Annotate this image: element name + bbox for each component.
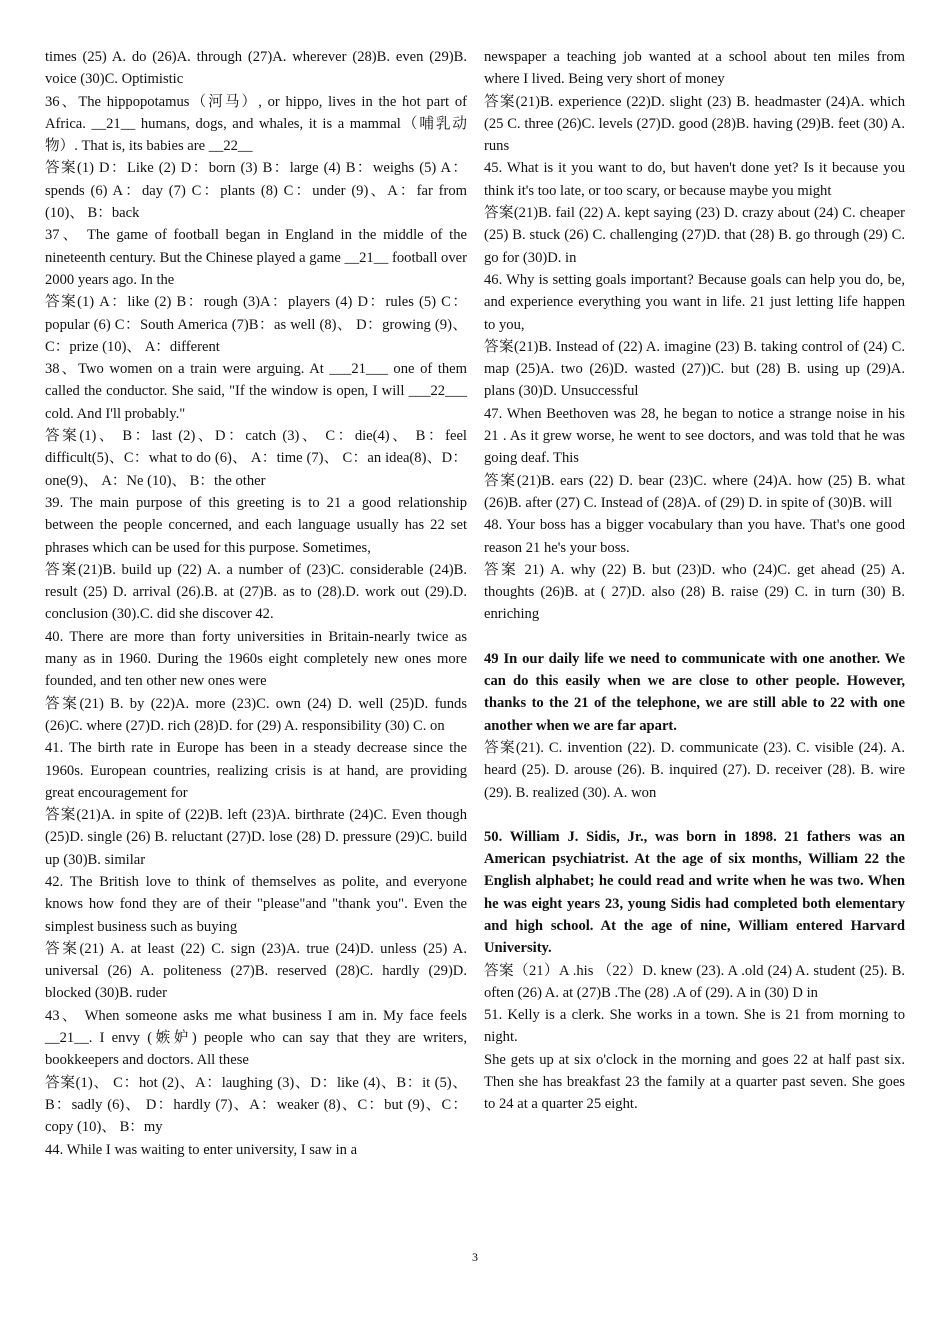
answer-key-paragraph: 答案(1)、 B：last (2)、D：catch (3)、 C：die(4)、 B：feel difficult(5)、C：what to do (6)、 A：time (7)、 C：an idea(8)、D：one(9)、 A：Ne (10)、 B：the other: [45, 428, 467, 489]
answer-key-paragraph: 答案(21)B. Instead of (22) A. imagine (23) B. taking control of (24) C. map (25)A. two (26)D. wasted (27))C. but (28) B. using up (29)A. plans (30)D. Unsuccessful: [484, 338, 905, 400]
answer-key-paragraph: 答案(21) B. by (22)A. more (23)C. own (24) D. well (25)D. funds (26)C. where (27)D. rich (28)D. for (29) A. responsibility (30) C. on: [45, 695, 467, 734]
answer-key-paragraph: 答案 21) A. why (22) B. but (23)D. who (24)C. get ahead (25) A. thoughts (26)B. at ( 27)D. also (28) B. raise (29) C. in turn (30) B. enriching: [484, 561, 905, 623]
question-paragraph: 48. Your boss has a bigger vocabulary than you have. That's one good reason 21 he's your boss.: [484, 517, 905, 556]
question-paragraph: 43、 When someone asks me what business I am in. My face feels __21__. I envy (嫉妒) people who can say that they are writers, bookkeepers and doctors. All these: [45, 1007, 467, 1069]
question-paragraph: 51. Kelly is a clerk. She works in a town. She is 21 from morning to night.: [484, 1007, 905, 1046]
answer-key-paragraph: 答案(21)B. fail (22) A. kept saying (23) D. crazy about (24) C. cheaper (25) B. stuck (26) C. challenging (27)D. that (28) B. go through (29) C. go for (30)D. in: [484, 205, 905, 266]
question-paragraph: 41. The birth rate in Europe has been in a steady decrease since the 1960s. European countries, realizing crisis is at hand, are providing great encouragement for: [45, 740, 467, 801]
question-paragraph: She gets up at six o'clock in the morning and goes 22 at half past six. Then she has breakfast 23 the family at a quarter past seven. She goes to 24 at a quarter 25 eight.: [484, 1051, 905, 1113]
answer-key-paragraph: 答案(21)B. build up (22) A. a number of (23)C. considerable (24)B. result (25) D. arrival (26).B. at (27)B. as to (28).D. work out (29).D. conclusion (30).C. did she discover 42.: [45, 561, 467, 623]
question-paragraph: newspaper a teaching job wanted at a school about ten miles from where I lived. Being very short of money: [484, 49, 905, 88]
question-paragraph: 40. There are more than forty universities in Britain-nearly twice as many as in 1960. During the 1960s eight completely new ones more founded, and ten other new ones were: [45, 628, 467, 690]
answer-key-paragraph: 答案(21)B. ears (22) D. bear (23)C. where (24)A. how (25) B. what (26)B. after (27) C. Instead of (28)A. of (29) D. in spite of (30)B. will: [484, 472, 905, 511]
answer-key-paragraph: 答案(21)A. in spite of (22)B. left (23)A. birthrate (24)C. Even though (25)D. single (26) B. reluctant (27)D. lose (28) D. pressure (29)C. build up (30)B. similar: [45, 807, 467, 868]
question-paragraph: 36、The hippopotamus（河马）, or hippo, lives in the hot part of Africa. __21__ humans, dogs, and whales, it is a mammal（哺乳动物）. That is, its babies are __22__: [45, 93, 467, 155]
answer-key-paragraph: 答案(21). C. invention (22). D. communicate (23). C. visible (24). A. heard (25). D. arouse (26). B. inquired (27). D. receiver (28). B. wire (29). B. realized (30). A. won: [484, 739, 905, 801]
page-number: 3: [472, 1250, 478, 1264]
question-paragraph: 49 In our daily life we need to communicate with one another. We can do this easily when we are close to other people. However, thanks to the 21 of the telephone, we are still able to 22 with one another when we are far apart.: [484, 650, 905, 734]
question-paragraph: 46. Why is setting goals important? Because goals can help you do, be, and experience everything you want in life. 21 just letting life happen to you,: [484, 271, 905, 333]
question-paragraph: 44. While I was waiting to enter university, I saw in a: [45, 1141, 358, 1158]
question-paragraph: 45. What is it you want to do, but haven't done yet? Is it because you think it's too late, or too scary, or because maybe you might: [484, 160, 905, 199]
answer-key-paragraph: 答案(21)B. experience (22)D. slight (23) B. headmaster (24)A. which (25 C. three (26)C. levels (27)D. good (28)B. having (29)B. feet (30) A. runs: [484, 93, 905, 155]
answer-key-paragraph: 答案(1) A：like (2) B：rough (3)A：players (4) D：rules (5) C：popular (6) C：South America (7)B：as well (8)、 D：growing (9)、C：prize (10)、 A：different: [45, 294, 467, 355]
left-column: [45, 46, 467, 1161]
answer-key-paragraph: 答案（21）A .his （22）D. knew (23). A .old (24) A. student (25). B. often (26) A. at (27)B .The (28) .A of (29). A in (30) D in: [484, 962, 905, 1001]
question-paragraph: 37、 The game of football began in England in the middle of the nineteenth century. But the Chinese played a game __21__ football over 2000 years ago. In the: [45, 227, 467, 288]
answer-key-paragraph: 答案(1) D：Like (2) D：born (3) B：large (4) B：weighs (5) A：spends (6) A：day (7) C：plants (8) C：under (9)、A：far from (10)、 B：back: [45, 160, 467, 222]
answer-key-paragraph: 答案(1)、 C：hot (2)、A：laughing (3)、D：like (4)、B：it (5)、B：sadly (6)、 D：hardly (7)、A：weaker (8)、C：but (9)、C：copy (10)、 B：my: [45, 1074, 467, 1136]
question-paragraph: 38、Two women on a train were arguing. At ___21___ one of them called the conductor. She said, "If the window is open, I will ___22___ cold. And I'll probably.": [45, 361, 467, 422]
right-column: [484, 46, 905, 1116]
paragraph-spacer: [484, 626, 905, 648]
question-paragraph: 39. The main purpose of this greeting is to 21 a good relationship between the people concerned, and each language usually has 22 set phrases which can be used for this purpose. Sometimes,: [45, 494, 467, 556]
question-paragraph: 47. When Beethoven was 28, he began to notice a strange noise in his 21 . As it grew worse, he went to see doctors, and was told that he was going deaf. This: [484, 405, 905, 467]
question-paragraph: 42. The British love to think of themselves as polite, and everyone knows how fond they are of their "please"and "thank you". Even the simplest business such as buying: [45, 873, 467, 935]
answer-key-paragraph: 答案(21) A. at least (22) C. sign (23)A. true (24)D. unless (25) A. universal (26) A. politeness (27)B. reserved (28)C. hardly (29)D. blocked (30)B. ruder: [45, 940, 467, 1002]
question-paragraph: times (25) A. do (26)A. through (27)A. wherever (28)B. even (29)B. voice (30)C. Optimistic: [45, 49, 467, 88]
paragraph-spacer: [484, 804, 905, 826]
question-paragraph: 50. William J. Sidis, Jr., was born in 1898. 21 fathers was an American psychiatrist. At the age of six months, William 22 the English alphabet; he could read and write when he was two. When he was eight years 23, young Sidis had completed both elementary and high school. At the age of nine, William entered Harvard University.: [484, 828, 905, 957]
